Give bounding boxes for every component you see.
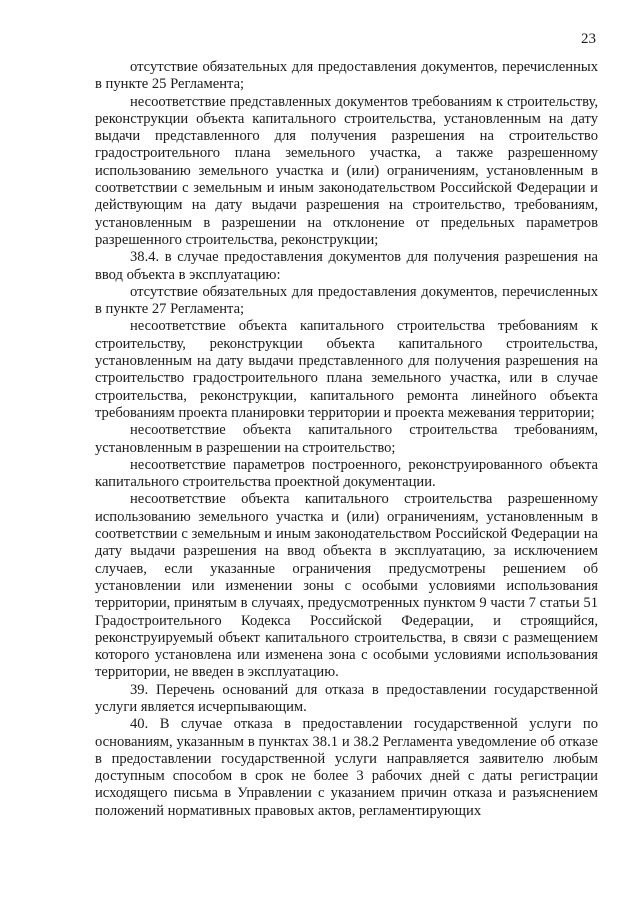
paragraph: несоответствие объекта капитального строительства требованиям, установленным в разрешении на строительство; (95, 422, 598, 456)
paragraph: несоответствие объекта капитального строительства разрешенному использованию земельного участка и (или) ограничениям, установленным в соответствии с земельным и иным законодательством Российской Федерации на дату выдачи разрешения на ввод объекта в эксплуатацию, за исключением случаев, если указанные ограничения предусмотрены решением об установлении или изменении зоны с особыми условиями использования территории, принятым в случаях, предусмотренных пунктом 9 части 7 статьи 51 Градостроительного Кодекса Российской Федерации, и строящийся, реконструируемый объект капитального строительства, в связи с размещением которого установлена или изменена зона с особыми условиями использования территории, не введен в эксплуатацию. (95, 491, 598, 681)
paragraph: отсутствие обязательных для предоставления документов, перечисленных в пункте 27 Регламента; (95, 283, 598, 318)
paragraph: 38.4. в случае предоставления документов для получения разрешения на ввод объекта в эксплуатацию: (95, 249, 598, 283)
page-number: 23 (581, 31, 596, 47)
document-body (95, 59, 598, 820)
paragraph: 39. Перечень оснований для отказа в предоставлении государственной услуги является исчерпывающим. (95, 681, 598, 715)
paragraph: несоответствие объекта капитального строительства требованиям к строительству, реконструкции объекта капитального строительства, установленным на дату выдачи представленного для получения разрешения на строительство градостроительного плана земельного участка, или в случае строительства, реконструкции, капитального ремонта линейного объекта требованиям проекта планировки территории и проекта межевания территории; (95, 318, 598, 421)
paragraph: несоответствие представленных документов требованиям к строительству, реконструкции объекта капитального строительства, установленным на дату выдачи представленного для получения разрешения на строительство градостроительного плана земельного участка, а также разрешенному использованию земельного участка и (или) ограничениям, установленным в соответствии с земельным и иным законодательством Российской Федерации и действующим на дату выдачи разрешения на строительство, требованиям, установленным в разрешении на отклонение от предельных параметров разрешенного строительства, реконструкции; (95, 93, 598, 248)
paragraph: 40. В случае отказа в предоставлении государственной услуги по основаниям, указанным в пунктах 38.1 и 38.2 Регламента уведомление об отказе в предоставлении государственной услуги направляется заявителю любым доступным способом в срок не более 3 рабочих дней с даты регистрации исходящего письма в Управлении с указанием причин отказа и разъяснением положений нормативных правовых актов, регламентирующих (95, 716, 598, 819)
paragraph: несоответствие параметров построенного, реконструированного объекта капитального строительства проектной документации. (95, 456, 598, 491)
paragraph: отсутствие обязательных для предоставления документов, перечисленных в пункте 25 Регламента; (95, 59, 598, 93)
